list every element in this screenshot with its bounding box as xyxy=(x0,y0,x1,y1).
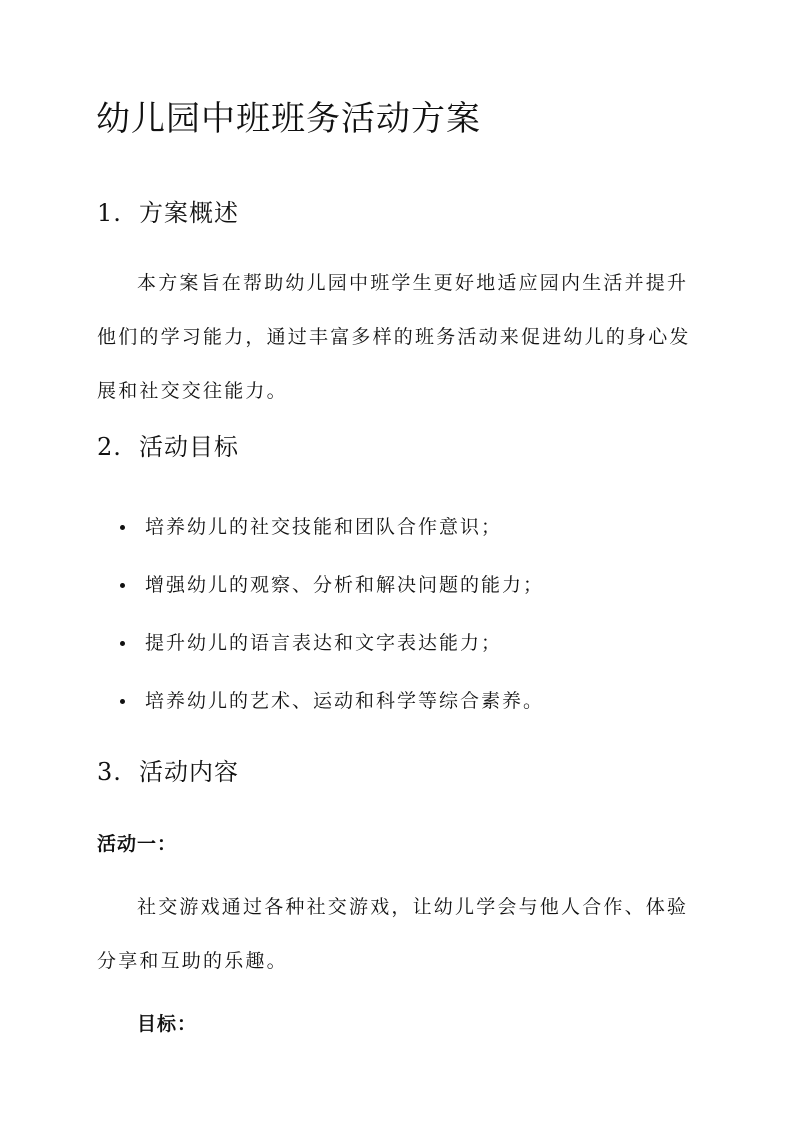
list-item xyxy=(120,556,544,614)
section-heading-overview xyxy=(97,196,239,230)
overview-paragraph: 本方案旨在帮助幼儿园中班学生更好地适应园内生活并提升他们的学习能力，通过丰富多样的班务活动来促进幼儿的身心发展和社交交往能力。 xyxy=(97,272,691,402)
section-number: 3. xyxy=(97,758,122,786)
bullet-icon xyxy=(120,583,125,588)
list-item xyxy=(120,498,544,556)
bullet-icon xyxy=(120,525,125,530)
section-title: 方案概述 xyxy=(139,199,239,227)
goals-list xyxy=(120,498,544,730)
activity-paragraph: 社交游戏通过各种社交游戏，让幼儿学会与他人合作、体验分享和互助的乐趣。 xyxy=(97,896,689,972)
list-item-text: 培养幼儿的艺术、运动和科学等综合素养。 xyxy=(145,690,545,712)
document-title: 幼儿园中班班务活动方案 xyxy=(96,99,481,139)
section-number: 1. xyxy=(97,199,122,227)
goal-label: 目标： xyxy=(137,1013,198,1035)
section-title: 活动内容 xyxy=(139,758,239,786)
list-item-text: 提升幼儿的语言表达和文字表达能力； xyxy=(145,632,503,654)
bullet-icon xyxy=(120,641,125,646)
section-heading-goals xyxy=(97,430,239,464)
section-number: 2. xyxy=(97,433,122,461)
bullet-icon xyxy=(120,699,125,704)
section-heading-content xyxy=(97,755,239,789)
list-item-text: 增强幼儿的观察、分析和解决问题的能力； xyxy=(145,574,545,596)
section-title: 活动目标 xyxy=(139,433,239,461)
list-item-text: 培养幼儿的社交技能和团队合作意识； xyxy=(145,516,503,538)
list-item xyxy=(120,614,544,672)
list-item xyxy=(120,672,544,730)
activity-label: 活动一： xyxy=(97,833,178,855)
